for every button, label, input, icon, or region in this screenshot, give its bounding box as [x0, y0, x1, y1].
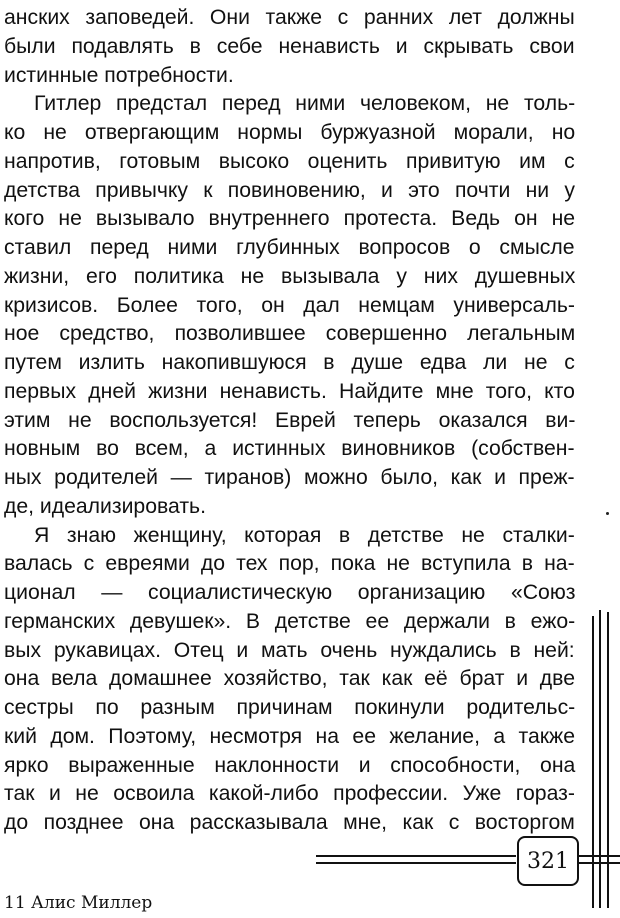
text-line: Гитлер предстал перед ними человеком, не толь-	[34, 92, 576, 116]
text-line: сестры по разным причинам покинули родительс-	[4, 696, 576, 719]
footer-rule-4	[579, 862, 620, 864]
text-line: она вела домашнее хозяйство, так как её брат и две	[4, 667, 575, 691]
page-number-text: 321	[527, 848, 569, 874]
text-line: кий дом. Поэтому, несмотря на ее желание, а также	[4, 724, 576, 748]
text-line: были подавлять в себе ненависть и скрывать свои	[4, 34, 575, 58]
text-line: новным во всем, а истинных виновников (собствен-	[4, 437, 575, 461]
ink-speck	[606, 512, 609, 515]
text-line: детства привычку к повиновению, и это почти ни у	[4, 178, 575, 202]
footer-author: 11 Алис Миллер	[4, 893, 153, 913]
text-line: этим не воспользуется! Еврей теперь оказался ви-	[4, 408, 576, 432]
text-line: ных родителей — тиранов) можно было, как и преж-	[4, 466, 575, 489]
text-line: валась с евреями до тех пор, пока не вступила в на-	[4, 552, 575, 576]
text-line: ко не отвергающим нормы буржуазной морали, но	[4, 121, 576, 144]
text-line: кризисов. Более того, он дал немцам универсаль-	[4, 293, 575, 317]
text-line: первых дней жизни ненависть. Найдите мне того, кто	[4, 379, 575, 403]
text-line: германских девушек». В детстве ее держали в ежо-	[4, 609, 576, 633]
text-line: жизни, его политика не вызывала у них душевных	[4, 264, 576, 288]
text-line: вых рукавицах. Отец и мать очень нуждались в ней:	[4, 638, 575, 662]
text-line: ставил перед ними глубинных вопросов о смысле	[4, 236, 575, 259]
text-line: де, идеализировать.	[4, 494, 206, 518]
text-line: Я знаю женщину, которая в детстве не сталки-	[34, 523, 575, 547]
text-line: анских заповедей. Они также с ранних лет должны	[4, 6, 575, 29]
text-line: путем излить накопившуюся в душе едва ли не с	[4, 351, 575, 374]
text-line: истинные потребности.	[4, 63, 234, 87]
text-line: так и не освоила какой-либо профессии. Уже гораз-	[4, 782, 575, 806]
footer-rule-3	[579, 855, 620, 857]
text-line: ционал — социалистическую организацию «Союз	[4, 581, 576, 604]
text-line: до позднее она рассказывала мне, как с восторгом	[4, 811, 575, 834]
footer-rule-1	[316, 855, 516, 857]
text-line: кого не вызывало внутреннего протеста. Ведь он не	[4, 207, 576, 231]
text-line: ярко выраженные наклонности и способности, она	[4, 753, 576, 777]
text-line: напротив, готовым высоко оценить привитую им с	[4, 149, 575, 173]
text-line: ное средство, позволившее совершенно легальным	[4, 322, 576, 346]
margin-rule-vertical-1	[592, 616, 594, 908]
page-number	[517, 836, 579, 886]
footer-rule-2	[316, 862, 516, 864]
